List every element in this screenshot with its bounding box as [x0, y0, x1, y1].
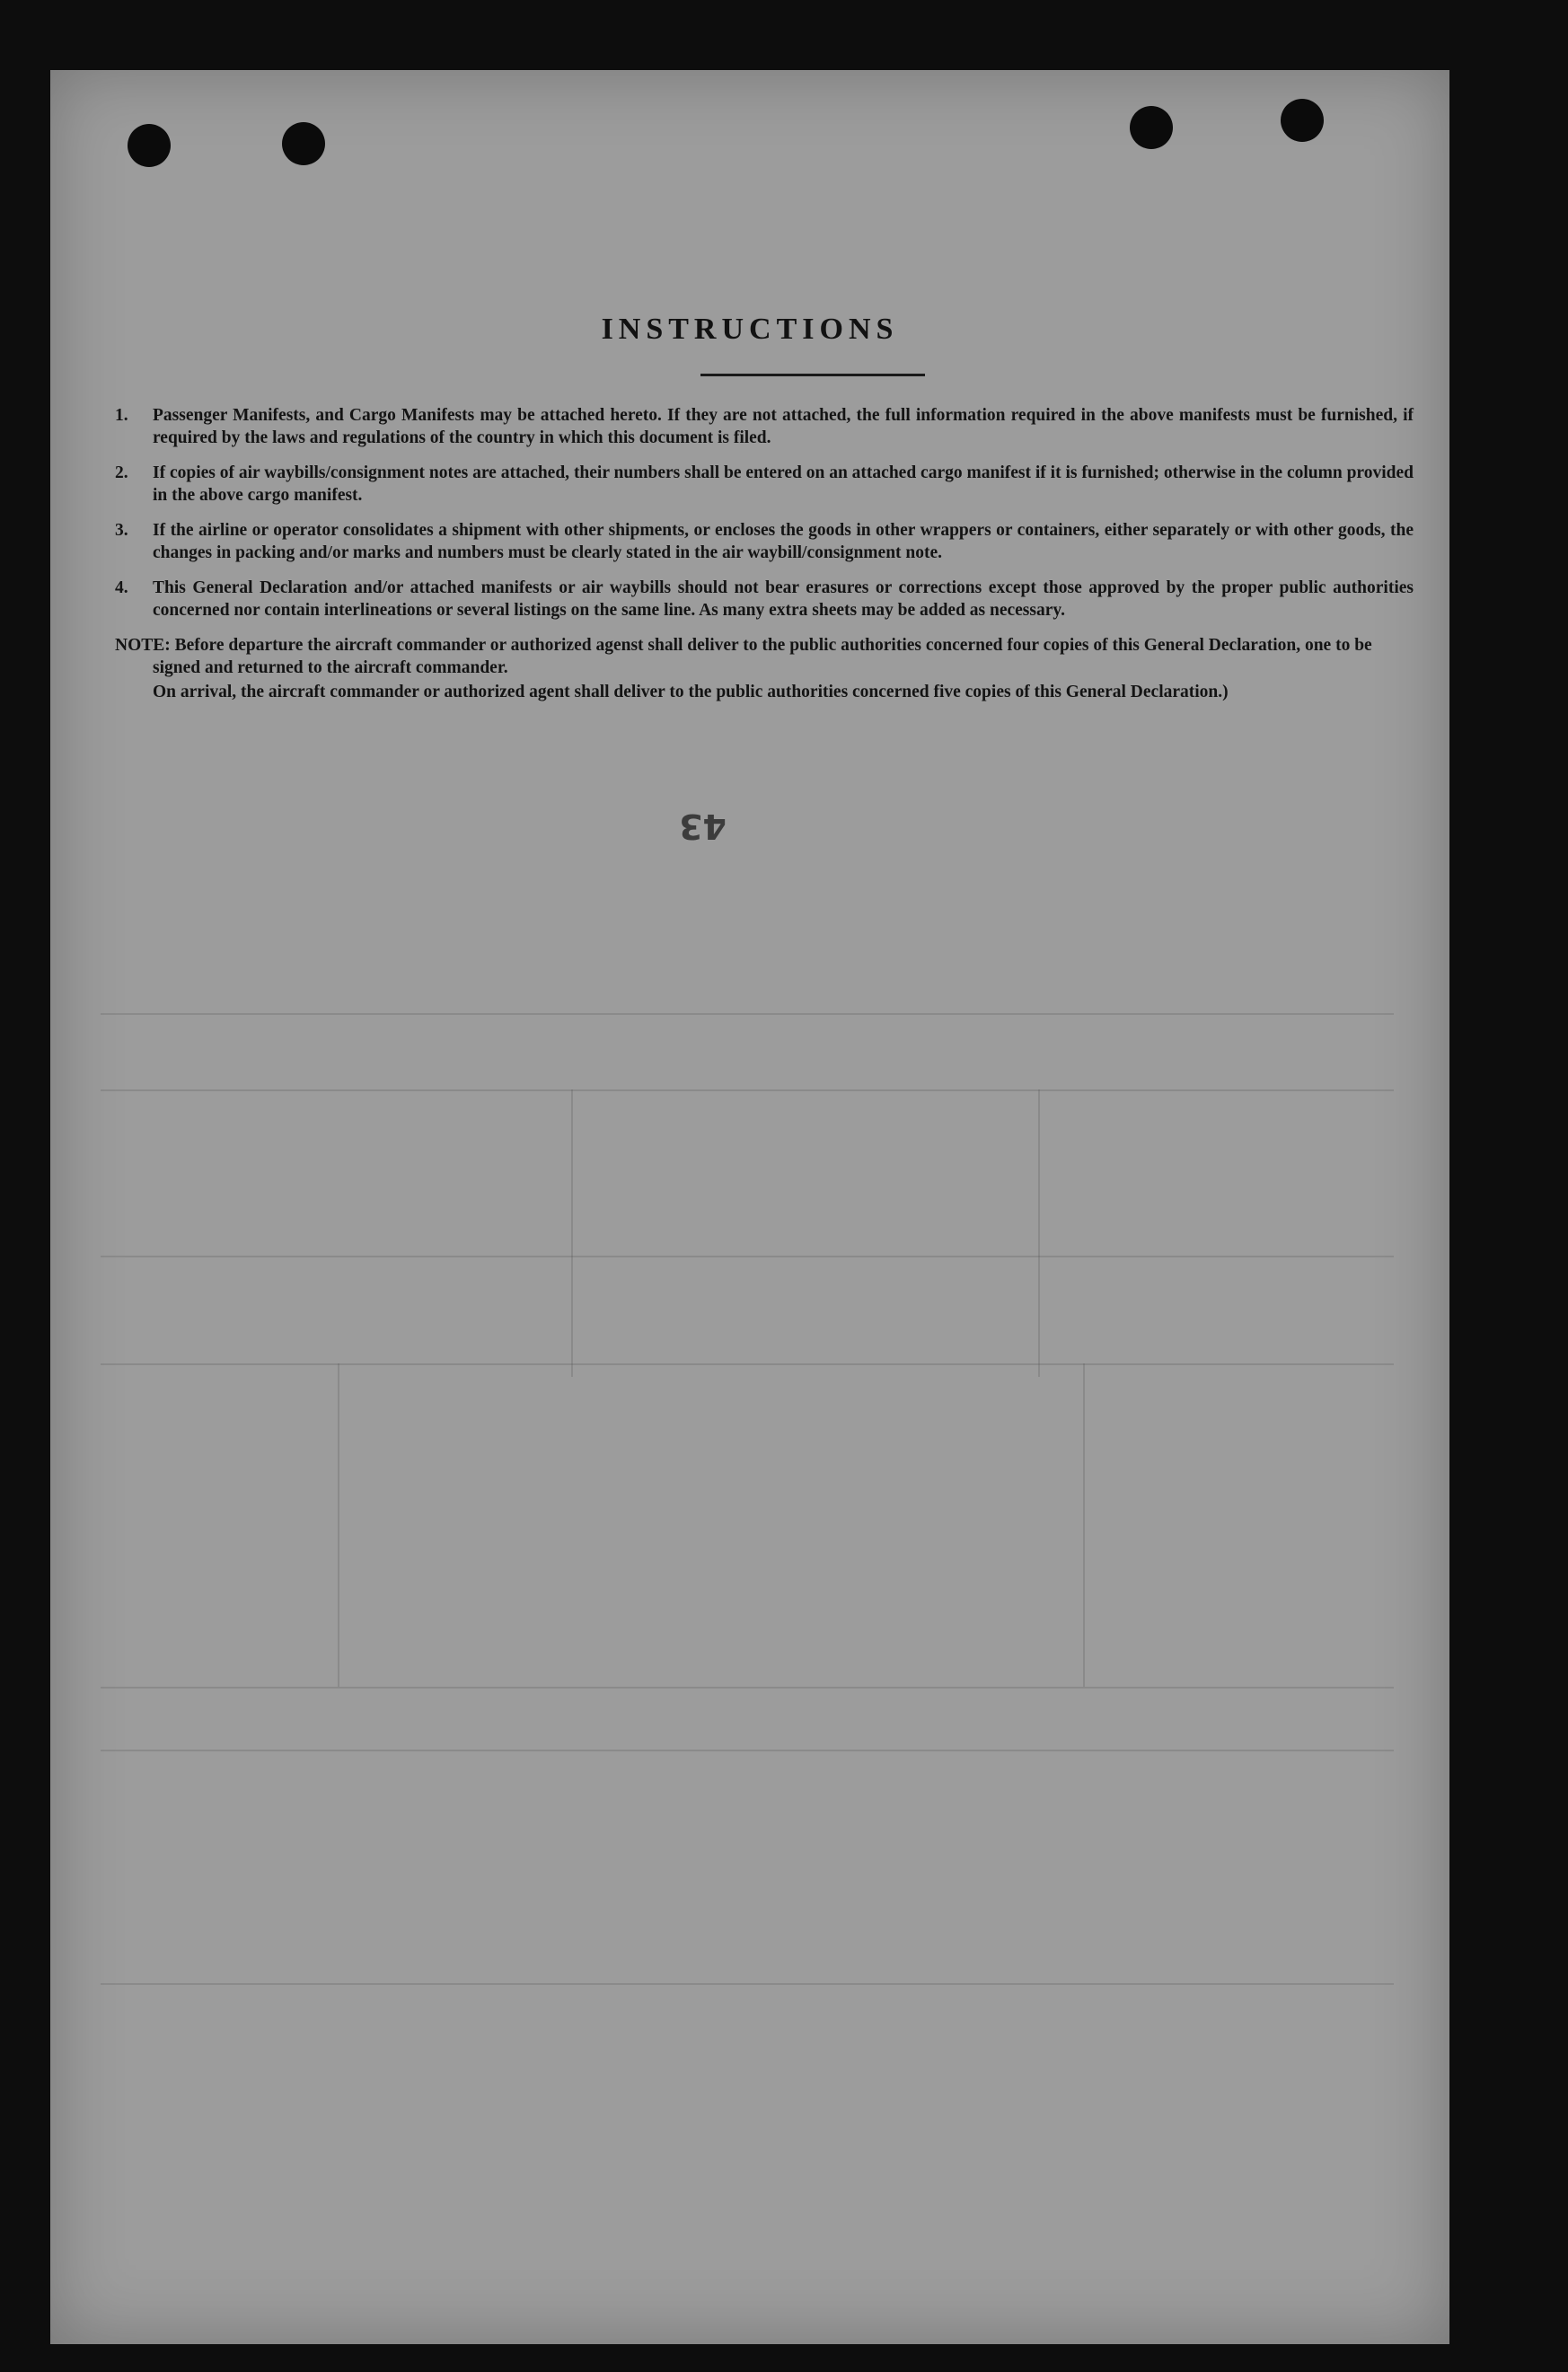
bleed-through-line: [101, 1687, 1394, 1689]
punch-hole: [1281, 99, 1324, 142]
bleed-through-line: [571, 1089, 573, 1377]
bleed-through-line: [101, 1363, 1394, 1365]
bleed-through-line: [101, 1256, 1394, 1257]
bleed-through-line: [101, 1983, 1394, 1985]
item-text: If copies of air waybills/consignment notes are attached, their numbers shall be entered on an attached cargo manifest if it is furnished; otherwise in the column provided in the above cargo manifest.: [153, 463, 1414, 505]
instruction-item: [115, 404, 1414, 449]
item-number: 3.: [115, 521, 128, 540]
instruction-item: [115, 577, 1414, 622]
bleed-through-line: [101, 1089, 1394, 1091]
note-text: Before departure the aircraft commander or authorized agenst shall deliver to the public authorities concerned four copies of this General Declaration, one to be signed and returned to the aircraft commander.: [153, 636, 1372, 677]
instructions-list: [115, 404, 1414, 703]
instruction-item: [115, 462, 1414, 507]
item-number: 2.: [115, 463, 128, 482]
note-paragraph: On arrival, the aircraft commander or authorized agent shall deliver to the public authorities concerned five copies of this General Declaration.): [153, 683, 1229, 701]
item-text: This General Declaration and/or attached manifests or air waybills should not bear erasures or corrections except those approved by the proper public authorities concerned nor contain interlineations or several listings on the same line. As many extra sheets may be added as necessary.: [153, 578, 1414, 620]
bleed-through-line: [1038, 1089, 1040, 1377]
punch-hole: [128, 124, 171, 167]
punch-hole: [1130, 106, 1173, 149]
note-block: [115, 634, 1414, 703]
instruction-item: [115, 519, 1414, 564]
item-text: Passenger Manifests, and Cargo Manifests may be attached hereto. If they are not attached, the full information required in the above manifests must be furnished, if required by the laws and regulations of the country in which this document is filed.: [153, 406, 1414, 447]
item-text: If the airline or operator consolidates a shipment with other shipments, or encloses the goods in other wrappers or containers, either separately or with other goods, the changes in packing and/or marks and numbers must be clearly stated in the air waybill/consignment note.: [153, 521, 1414, 562]
bleed-through-line: [101, 1750, 1394, 1751]
document-page: [50, 70, 1449, 2344]
item-number: 4.: [115, 578, 128, 597]
title-underline: [700, 374, 925, 376]
bleed-through-line: [1083, 1363, 1085, 1687]
bleed-through-line: [101, 1013, 1394, 1015]
item-number: 1.: [115, 406, 128, 425]
note-paragraph: [115, 634, 1414, 679]
note-label: NOTE:: [115, 636, 171, 655]
page-title: INSTRUCTIONS: [601, 313, 899, 346]
punch-hole: [282, 122, 325, 165]
bleed-through-line: [338, 1363, 339, 1687]
page-number-stamp: 43: [679, 807, 727, 846]
